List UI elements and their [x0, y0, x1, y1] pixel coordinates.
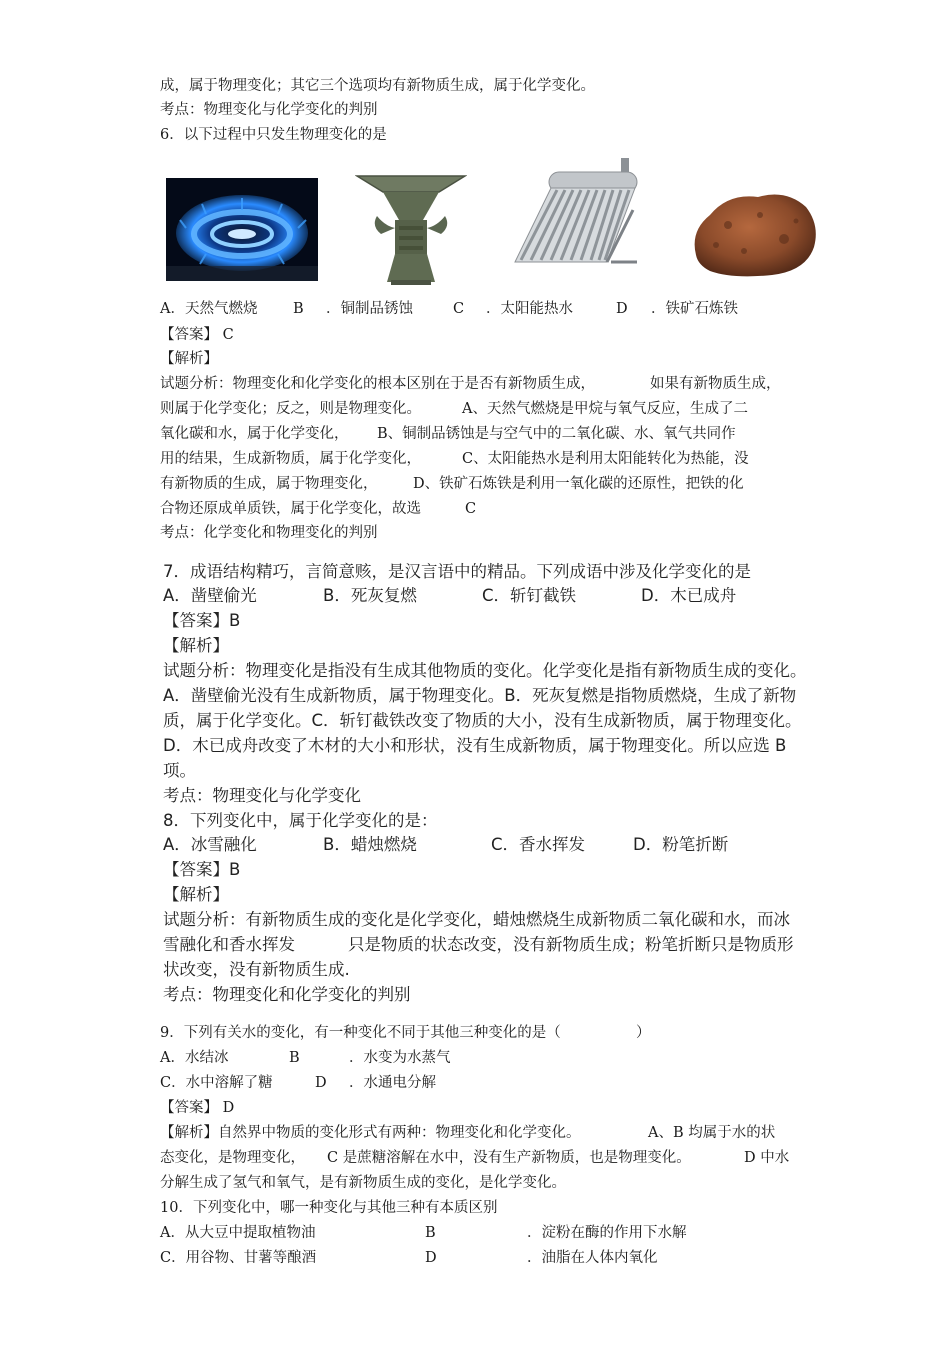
option-b-letter: B [289, 1050, 300, 1066]
option-a: A．水结冰 [160, 1050, 229, 1066]
option-a: A．天然气燃烧 [160, 301, 258, 317]
answer: 【答案】 D [160, 1100, 235, 1116]
analysis-line: C、太阳能热水是利用太阳能转化为热能，没 [462, 451, 749, 467]
question-10-stem: 10．下列变化中，哪一种变化与其他三种有本质区别 [160, 1200, 498, 1216]
knowledge-point: 考点：物理变化与化学变化的判别 [160, 102, 378, 118]
analysis-line: 分解生成了氢气和氧气，是有新物质生成的变化，是化学变化。 [160, 1175, 566, 1191]
analysis-line: C 是蔗糖溶解在水中，没有生产新物质，也是物理变化。 [327, 1150, 691, 1166]
option-b: ．铜制品锈蚀 [326, 301, 413, 317]
analysis-line: 试题分析：物理变化是指没有生成其他物质的变化。化学变化是指有新物质生成的变化。 [163, 661, 807, 680]
answer: 【答案】B [163, 611, 241, 630]
question-9-stem: 9．下列有关水的变化，有一种变化不同于其他三种变化的是（ [160, 1025, 561, 1041]
analysis-line: D、铁矿石炼铁是利用一氧化碳的还原性，把铁的化 [413, 476, 744, 492]
option-d: ．铁矿石炼铁 [651, 301, 738, 317]
option-b-letter: B [293, 301, 304, 317]
analysis-title: 【解析】 [163, 636, 229, 655]
knowledge-point: 考点：物理变化与化学变化 [163, 786, 361, 805]
analysis-line: 试题分析：物理变化和化学变化的根本区别在于是否有新物质生成， [160, 376, 595, 392]
bronze-vessel-image [355, 172, 467, 287]
option-c: C．香水挥发 [491, 835, 586, 854]
option-a: A．从大豆中提取植物油 [160, 1225, 316, 1241]
analysis-line: D．木已成舟改变了木材的大小和形状，没有生成新物质，属于物理变化。所以应选 B [163, 736, 787, 755]
option-c: C．水中溶解了糖 [160, 1075, 273, 1091]
analysis-line: 用的结果，生成新物质，属于化学变化， [160, 451, 421, 467]
option-a: A．凿壁偷光 [163, 586, 257, 605]
option-c: C．斩钉截铁 [482, 586, 577, 605]
question-6-stem: 6．以下过程中只发生物理变化的是 [160, 127, 387, 143]
analysis-line: 则属于化学变化；反之，则是物理变化。 [160, 401, 421, 417]
analysis-line: 【解析】自然界中物质的变化形式有两种：物理变化和化学变化。 [160, 1125, 581, 1141]
option-b: B．蜡烛燃烧 [323, 835, 417, 854]
analysis-line: 只是物质的状态改变，没有新物质生成；粉笔折断只是物质形 [348, 935, 794, 954]
option-d: D．木已成舟 [641, 586, 737, 605]
iron-ore-image [688, 185, 820, 280]
solar-water-heater-image [511, 158, 639, 270]
question-7-stem: 7．成语结构精巧，言简意赅，是汉言语中的精品。下列成语中涉及化学变化的是 [163, 562, 751, 581]
question-8-stem: 8．下列变化中，属于化学变化的是： [163, 811, 438, 830]
analysis-line: D 中水 [744, 1150, 790, 1166]
analysis-line: 状改变，没有新物质生成. [163, 960, 350, 979]
analysis-line: 项。 [163, 761, 196, 780]
knowledge-point: 考点：化学变化和物理变化的判别 [160, 525, 378, 541]
analysis-line: B、铜制品锈蚀是与空气中的二氧化碳、水、氧气共同作 [377, 426, 736, 442]
analysis-line: A、B 均属于水的状 [648, 1125, 776, 1141]
option-c: ．太阳能热水 [486, 301, 573, 317]
question-9-bracket: ） [636, 1025, 651, 1041]
option-c-letter: C [453, 301, 465, 317]
knowledge-point: 考点：物理变化和化学变化的判别 [163, 985, 411, 1004]
text-line: 成，属于物理变化；其它三个选项均有新物质生成，属于化学变化。 [160, 78, 595, 94]
analysis-title: 【解析】 [163, 885, 229, 904]
option-b: ．水变为水蒸气 [349, 1050, 451, 1066]
analysis-line: 态变化，是物理变化， [160, 1150, 305, 1166]
analysis-title: 【解析】 [160, 351, 218, 367]
answer: 【答案】B [163, 860, 241, 879]
option-d-letter: D [616, 301, 628, 317]
analysis-line: A．凿壁偷光没有生成新物质，属于物理变化。B．死灰复燃是指物质燃烧，生成了新物 [163, 686, 797, 705]
answer: 【答案】 C [160, 327, 234, 343]
analysis-line: 如果有新物质生成， [650, 376, 781, 392]
analysis-line: 雪融化和香水挥发 [163, 935, 295, 954]
option-b: ．淀粉在酶的作用下水解 [527, 1225, 687, 1241]
option-d: ．油脂在人体内氧化 [527, 1250, 658, 1266]
analysis-line: 合物还原成单质铁，属于化学变化，故选 [160, 501, 421, 517]
option-c: C．用谷物、甘薯等酿酒 [160, 1250, 317, 1266]
gas-stove-flame-image [166, 178, 318, 281]
analysis-line: 试题分析：有新物质生成的变化是化学变化，蜡烛燃烧生成新物质二氧化碳和水，而冰 [163, 910, 790, 929]
option-b-letter: B [425, 1225, 436, 1241]
analysis-line: C [465, 501, 477, 517]
analysis-line: A、天然气燃烧是甲烷与氧气反应，生成了二 [462, 401, 748, 417]
option-b: B．死灰复燃 [323, 586, 417, 605]
option-d-letter: D [425, 1250, 437, 1266]
option-d-letter: D [315, 1075, 327, 1091]
analysis-line: 有新物质的生成，属于物理变化， [160, 476, 378, 492]
analysis-line: 氧化碳和水，属于化学变化， [160, 426, 349, 442]
analysis-line: 质，属于化学变化。C．斩钉截铁改变了物质的大小，没有生成新物质，属于物理变化。 [163, 711, 802, 730]
option-d: ．水通电分解 [349, 1075, 436, 1091]
option-d: D．粉笔折断 [633, 835, 729, 854]
option-a: A．冰雪融化 [163, 835, 257, 854]
